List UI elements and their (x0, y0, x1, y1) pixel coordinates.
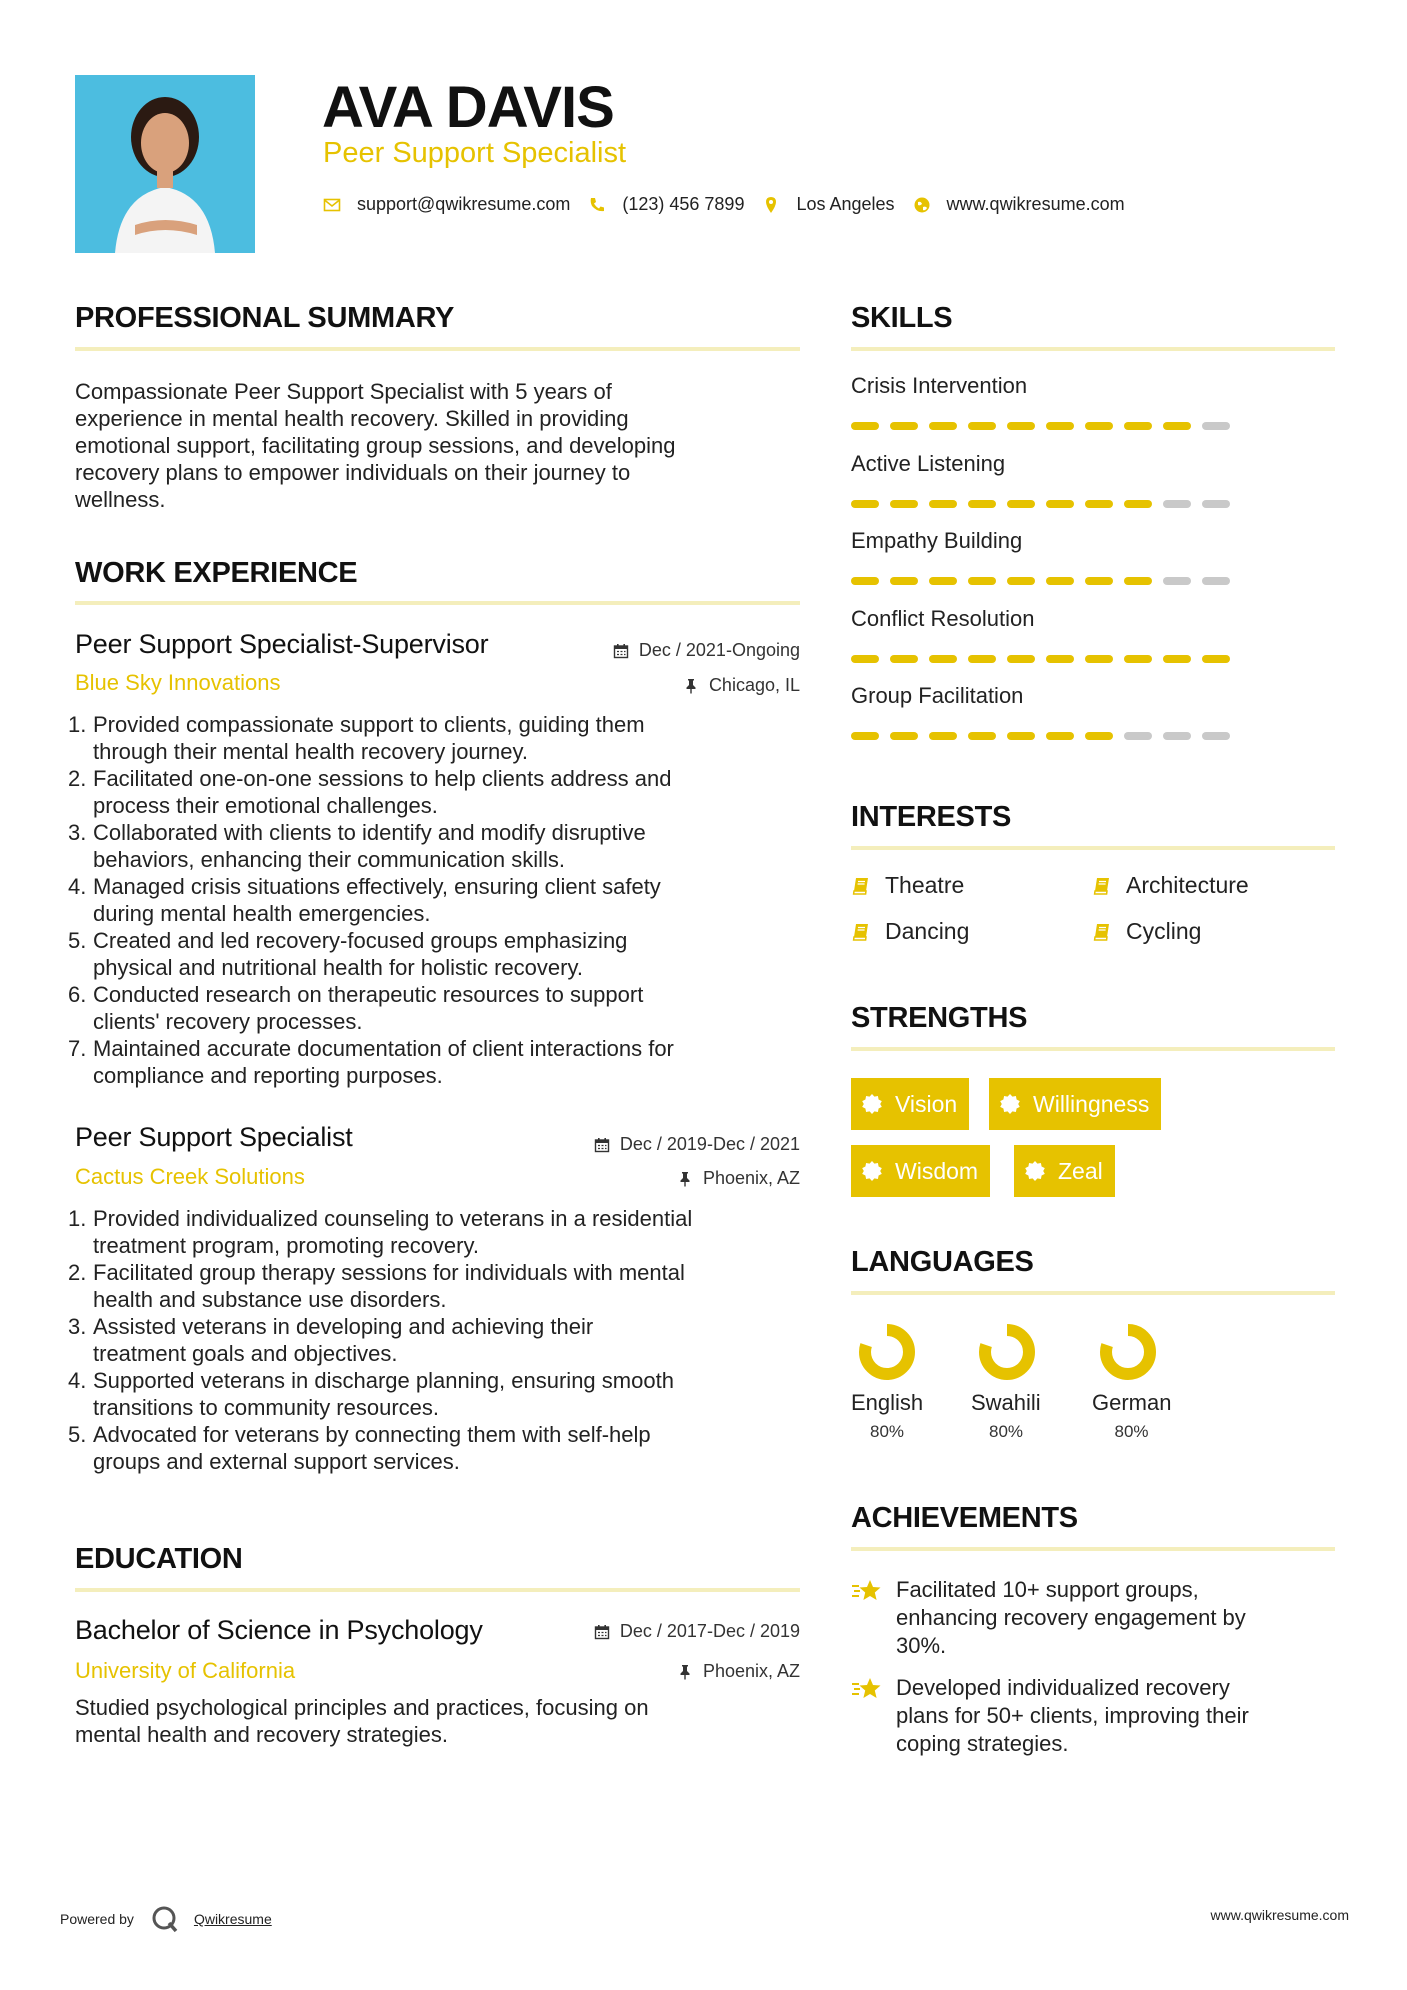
skill-level-segment (1085, 577, 1113, 585)
job-title: Peer Support Specialist-Supervisor (75, 629, 489, 659)
experience-rule (75, 601, 800, 605)
skill-level-segment (1085, 732, 1113, 740)
powered-by-label: Powered by (60, 1911, 134, 1927)
skill-level-segment (1163, 732, 1191, 740)
skills-rule (851, 347, 1335, 351)
strength-label: Zeal (1058, 1157, 1103, 1184)
pushpin-icon (677, 1664, 693, 1680)
skill-level-segment (1046, 732, 1074, 740)
list-item: 5. Created and led recovery-focused groups emphasizing physical and nutritional health for holistic recovery. (68, 928, 628, 980)
degree-title: Bachelor of Science in Psychology (75, 1615, 483, 1645)
achievement-line: Facilitated 10+ support groups, (896, 1577, 1199, 1602)
job-date (594, 1134, 800, 1155)
skill-level-segment (929, 732, 957, 740)
skill-name: Active Listening (851, 450, 1006, 476)
interest-item (1092, 872, 1249, 899)
company-name: Blue Sky Innovations (75, 670, 281, 695)
skill-level-segment (1046, 500, 1074, 508)
job-location (677, 1168, 800, 1189)
education-heading: EDUCATION (75, 1543, 243, 1575)
summary-line: wellness. (75, 487, 166, 512)
interest-item (1092, 918, 1201, 945)
skill-level-segment (1124, 422, 1152, 430)
skill-name: Empathy Building (851, 528, 1023, 553)
company-name: Cactus Creek Solutions (75, 1164, 305, 1189)
interest-label: Cycling (1126, 918, 1202, 944)
skill-level-segment (1163, 655, 1191, 663)
strength-chip (851, 1145, 990, 1197)
skill-level-segment (1124, 577, 1152, 585)
book-icon (1092, 922, 1112, 942)
book-icon (851, 922, 871, 942)
email-text[interactable]: support@qwikresume.com (357, 194, 571, 214)
language-percent: 80% (1114, 1422, 1149, 1441)
skill-level-segment (968, 577, 996, 585)
job-date (613, 640, 800, 661)
education-line: mental health and recovery strategies. (75, 1722, 448, 1747)
job-bullets (68, 711, 808, 1089)
footer-url[interactable]: www.qwikresume.com (1210, 1907, 1349, 1923)
skill-level-segment (929, 500, 957, 508)
strength-chip (851, 1078, 969, 1130)
contact-website (913, 194, 1125, 215)
achievement-line: Developed individualized recovery (896, 1675, 1230, 1700)
skill-level-bar (851, 500, 1241, 508)
calendar-icon (594, 1137, 610, 1153)
strengths-heading: STRENGTHS (851, 1002, 1028, 1034)
summary-line: recovery plans to empower individuals on their journey to (75, 460, 631, 485)
powered-by (60, 1904, 272, 1934)
list-item: 3. Assisted veterans in developing and achieving their treatment goals and objectives. (68, 1314, 594, 1366)
education-description (75, 1694, 649, 1748)
interest-label: Architecture (1126, 872, 1249, 898)
skill-name: Crisis Intervention (851, 373, 1028, 398)
book-icon (851, 876, 871, 896)
job-location (683, 675, 800, 696)
badge-icon (1024, 1160, 1046, 1182)
language-percent: 80% (989, 1422, 1024, 1441)
skill-level-segment (1007, 732, 1035, 740)
summary-line: Compassionate Peer Support Specialist with 5 years of (75, 379, 612, 404)
achievements-rule (851, 1547, 1335, 1551)
strength-chip (1014, 1145, 1115, 1197)
skill-level-bar (851, 732, 1241, 740)
education-rule (75, 1588, 800, 1592)
list-item: 4. Managed crisis situations effectively, ensuring client safety during mental health emergencies. (68, 874, 661, 926)
summary-rule (75, 347, 800, 351)
profile-photo (75, 75, 255, 253)
list-item: 1. Provided compassionate support to clients, guiding them through their mental health recovery journey. (68, 712, 645, 764)
summary-heading: PROFESSIONAL SUMMARY (75, 302, 455, 334)
contact-phone (588, 194, 744, 215)
strength-label: Wisdom (895, 1157, 979, 1184)
contact-email (323, 194, 570, 215)
education-location-text: Phoenix, AZ (702, 1661, 800, 1681)
list-item: 7. Maintained accurate documentation of client interactions for compliance and reporting purposes. (68, 1036, 674, 1088)
strength-label: Willingness (1033, 1090, 1150, 1117)
language-name: Swahili (971, 1390, 1041, 1415)
skill-level-segment (1046, 577, 1074, 585)
job-location-text: Phoenix, AZ (702, 1168, 800, 1188)
contact-bar (323, 194, 1143, 215)
badge-icon (999, 1093, 1021, 1115)
skill-level-segment (929, 577, 957, 585)
skill-level-segment (851, 655, 879, 663)
language-name: German (1092, 1390, 1172, 1415)
skill-level-segment (851, 577, 879, 585)
interest-item (851, 872, 964, 899)
phone-text: (123) 456 7899 (622, 194, 745, 214)
language-percent: 80% (870, 1422, 905, 1441)
contact-location (762, 194, 894, 215)
education-date (594, 1621, 800, 1642)
skill-level-segment (851, 500, 879, 508)
skill-level-segment (929, 422, 957, 430)
star-icon (851, 1676, 883, 1702)
skill-level-segment (968, 655, 996, 663)
skill-level-segment (1007, 422, 1035, 430)
badge-icon (861, 1093, 883, 1115)
summary-line: experience in mental health recovery. Skilled in providing (75, 406, 629, 431)
skill-level-segment (1202, 500, 1230, 508)
job-date-text: Dec / 2021-Ongoing (638, 640, 800, 660)
star-icon (851, 1578, 883, 1604)
job-bullets (68, 1205, 808, 1475)
skill-level-segment (1202, 577, 1230, 585)
skill-level-segment (851, 732, 879, 740)
calendar-icon (594, 1624, 610, 1640)
skill-level-bar (851, 422, 1241, 430)
skill-level-segment (968, 500, 996, 508)
experience-heading: WORK EXPERIENCE (75, 557, 358, 589)
language-progress-ring (977, 1322, 1037, 1382)
language-name: English (851, 1390, 924, 1415)
summary-line: emotional support, facilitating group sessions, and developing (75, 433, 676, 458)
job-date-text: Dec / 2019-Dec / 2021 (619, 1134, 800, 1154)
interest-label: Dancing (885, 918, 970, 944)
achievement-line: coping strategies. (896, 1731, 1069, 1756)
skill-level-segment (1046, 422, 1074, 430)
skill-level-segment (1124, 732, 1152, 740)
skill-level-segment (1163, 577, 1191, 585)
candidate-title: Peer Support Specialist (323, 137, 627, 169)
skill-level-segment (1202, 655, 1230, 663)
map-pin-icon (762, 196, 780, 214)
strengths-rule (851, 1047, 1335, 1051)
strength-label: Vision (895, 1090, 958, 1117)
strength-chip (989, 1078, 1161, 1130)
job-location-text: Chicago, IL (708, 675, 800, 695)
interest-item (851, 918, 969, 945)
list-item: 6. Conducted research on therapeutic resources to support clients' recovery processes. (68, 982, 644, 1034)
website-text[interactable]: www.qwikresume.com (946, 194, 1125, 214)
badge-icon (861, 1160, 883, 1182)
skill-level-segment (1007, 577, 1035, 585)
envelope-icon (323, 196, 341, 214)
pushpin-icon (683, 678, 699, 694)
education-location (677, 1661, 800, 1682)
skills-heading: SKILLS (851, 302, 953, 334)
interests-rule (851, 846, 1335, 850)
skill-level-segment (890, 500, 918, 508)
skill-level-segment (1046, 655, 1074, 663)
list-item: 3. Collaborated with clients to identify and modify disruptive behaviors, enhancing their communication skills. (68, 820, 646, 872)
skill-level-segment (851, 422, 879, 430)
pushpin-icon (677, 1171, 693, 1187)
skill-level-segment (1202, 732, 1230, 740)
skill-level-segment (890, 655, 918, 663)
skill-level-segment (1163, 500, 1191, 508)
achievement-line: 30%. (896, 1633, 947, 1658)
achievements-heading: ACHIEVEMENTS (851, 1502, 1078, 1534)
brand-link[interactable]: Qwikresume (193, 1911, 272, 1927)
skill-level-bar (851, 655, 1241, 663)
skill-name: Group Facilitation (851, 683, 1024, 708)
skill-level-segment (1202, 422, 1230, 430)
qwikresume-logo-icon (150, 1904, 180, 1934)
list-item: 2. Facilitated one-on-one sessions to help clients address and process their emotional challenges. (68, 766, 672, 818)
book-icon (1092, 876, 1112, 896)
education-date-text: Dec / 2017-Dec / 2019 (619, 1621, 800, 1641)
education-line: Studied psychological principles and practices, focusing on (75, 1695, 649, 1720)
language-progress-ring (857, 1322, 917, 1382)
skill-level-segment (1007, 500, 1035, 508)
calendar-icon (613, 643, 629, 659)
language-progress-arc (865, 1330, 909, 1374)
list-item: 1. Provided individualized counseling to veterans in a residential treatment program, promoting recovery. (68, 1206, 693, 1258)
skill-level-segment (890, 732, 918, 740)
summary-text (75, 378, 676, 513)
language-progress-arc (1106, 1330, 1150, 1374)
skill-level-segment (1085, 422, 1113, 430)
skill-level-segment (1085, 655, 1113, 663)
skill-level-segment (890, 577, 918, 585)
skill-level-segment (968, 732, 996, 740)
language-progress-ring (1098, 1322, 1158, 1382)
achievement-line: enhancing recovery engagement by (896, 1605, 1246, 1630)
language-progress-arc (985, 1330, 1029, 1374)
languages-rule (851, 1291, 1335, 1295)
phone-icon (588, 196, 606, 214)
interest-label: Theatre (885, 872, 965, 898)
list-item: 2. Facilitated group therapy sessions for individuals with mental health and substance use disorders. (68, 1260, 685, 1312)
skill-level-segment (929, 655, 957, 663)
skill-level-segment (1124, 500, 1152, 508)
skill-level-segment (890, 422, 918, 430)
skill-name: Conflict Resolution (851, 605, 1035, 631)
globe-icon (913, 196, 931, 214)
job-title: Peer Support Specialist (75, 1122, 353, 1152)
list-item: 5. Advocated for veterans by connecting them with self-help groups and external support services. (68, 1422, 651, 1474)
school-name: University of California (75, 1658, 296, 1683)
languages-heading: LANGUAGES (851, 1246, 1034, 1278)
skill-level-bar (851, 577, 1241, 585)
skill-level-segment (968, 422, 996, 430)
skill-level-segment (1163, 422, 1191, 430)
candidate-name: AVA DAVIS (322, 75, 614, 140)
skill-level-segment (1085, 500, 1113, 508)
achievement-line: plans for 50+ clients, improving their (896, 1703, 1249, 1728)
interests-heading: INTERESTS (851, 801, 1012, 833)
skill-level-segment (1007, 655, 1035, 663)
location-text: Los Angeles (796, 194, 895, 214)
list-item: 4. Supported veterans in discharge planning, ensuring smooth transitions to community resources. (68, 1368, 674, 1420)
skill-level-segment (1124, 655, 1152, 663)
